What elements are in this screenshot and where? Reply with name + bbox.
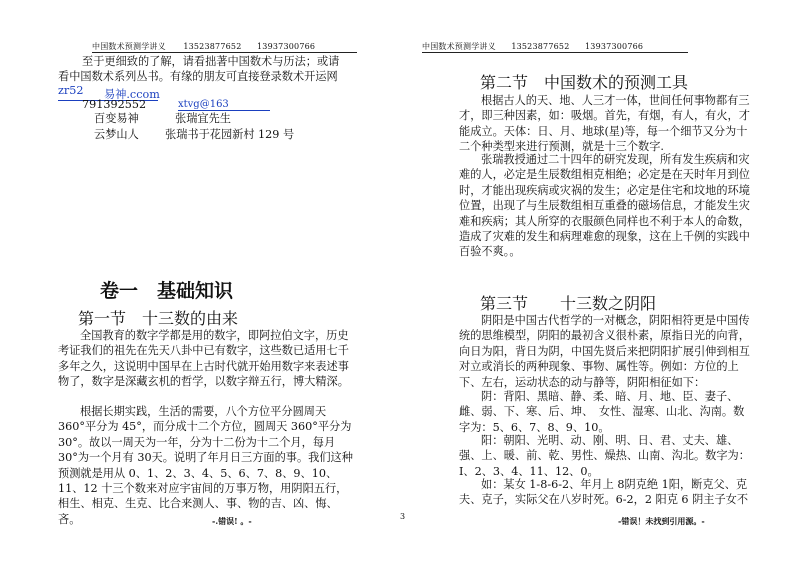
right-header-phone2: 13937300766 — [585, 42, 644, 51]
contact-1-name: 百变易神 — [94, 112, 139, 125]
qq-number: 791392552 — [82, 98, 147, 111]
section2-para2: 张瑞教授通过二十四年的研究发现，所有发生疾病和灾难的人，必定是生辰数组相克相绝；必定是在天时年月到位时，才能出现疾病或灾祸的发生；必定是住宅和坟地的环境位置，出现了与生辰数组相互重叠的磁场信息，才能发生灾难和疾病；其人所穿的衣服颜色同样也不利于本人的命数，造成了灾难的发生和病理难愈的现象，这在上千例的实践中百验不爽。。 — [459, 153, 750, 259]
intro-line-1: 至于更细致的了解，请看拙著中国数术与历法；或请 — [82, 55, 340, 68]
section3-para2: 阴：背阳、黑暗、静、柔、暗、月、地、臣、妻子、雌、弱、下、寒、后、坤、 女性、湿寒、山北、沟南。数字为：5、6、7、8、9、10。 — [459, 390, 745, 434]
left-footer: -.错误! 。- — [212, 516, 252, 526]
section2-para1: 根据古人的天、地、人三才一体，世间任何事物都有三才，即三种因素，如：吸烟。首先，有烟，有人，有火，才能成立。天体：日、月、地球(星)等，每一个细节又分为十二个种类型来进行预测，就是十三个数字. — [459, 94, 750, 154]
left-header — [92, 41, 315, 52]
section1-para2: 根据长期实践，生活的需要，八个方位平分圆周天 360°平分为 45°，而分成十二个方位，圆周天 360°平分为 30°。故以一周天为一年，分为十二份为十二个月，每月 30°为一个月有 30天。说明了年月日三方面的事。我们这种预测就是用从 0、1、2、3、4、5、6、7、8、9、10、11、12 十三个数来对应宇宙间的万事万物，用阴阳五行，相生、相克、生克、比合来测人、事、物的吉、凶、悔、吝。 — [58, 405, 353, 526]
contact-1-value: 张瑞宜先生 — [175, 112, 231, 125]
right-header-phone1: 13523877652 — [511, 42, 570, 51]
contact-2-name: 云梦山人 — [94, 128, 139, 141]
volume-title: 卷一 基础知识 — [100, 280, 234, 302]
contact-2-value: 张瑞书于花园新村 129 号 — [165, 128, 295, 141]
left-header-phone2: 13937300766 — [257, 42, 316, 51]
section3-title: 第三节 十三数之阴阳 — [480, 294, 657, 313]
section3-para4: 如：某女 1-8-6-2、年月上 8阴克绝 1阳，断克父、克夫、克子，实际父在八岁时死。6-2，2 阳克 6 阴主子女不 — [459, 478, 749, 507]
intro-line-2: 看中国数术系列丛书。有缘的朋友可直接登录数术开运网 — [58, 70, 338, 83]
page-number: 3 — [400, 512, 406, 521]
link-zr52[interactable]: zr52 — [58, 84, 84, 97]
left-header-rule — [92, 52, 357, 53]
right-header-title: 中国数术预测学讲义 — [422, 42, 496, 51]
section3-para3: 阳：朝阳、光明、动、刚、明、日、君、丈夫、雄、强、上、暖、前、乾、男性、燥热、山南、沟北。数字为：I、2、3、4、11、12、0。 — [459, 434, 750, 478]
section3-para1: 阴阳是中国古代哲学的一对概念，阴阳相符更是中国传统的思维模型，阴阳的最初含义很朴素，原指日光的向背，向日为阳，背日为阴，中国先贤后来把阴阳扩展引伸到相互对立或消长的两种现象、事物、属性等。例如：方位的上下、左右，运动状态的动与静等，阴阳相征如下： — [459, 314, 750, 389]
left-header-phone1: 13523877652 — [183, 42, 242, 51]
right-header — [422, 41, 643, 52]
section2-title: 第二节 中国数术的预测工具 — [480, 73, 689, 92]
section1-para1: 全国教育的数字学都是用的数字，即阿拉伯文字，历史考证我们的祖先在先天八卦中已有数字，这些数已适用七千多年之久，这说明中国早在上古时代就开始用数字来表述事物了，数字是深藏玄机的哲学，以数字辩五行，博大精深。 — [58, 329, 349, 389]
section1-title: 第一节 十三数的由来 — [78, 309, 239, 328]
right-header-rule — [422, 52, 688, 53]
right-footer: -错误！未找到引用源。- — [618, 516, 705, 526]
link-site[interactable]: 易神.ccom — [104, 88, 160, 101]
left-header-title: 中国数术预测学讲义 — [92, 42, 166, 51]
email-link[interactable]: xtvg@163 — [178, 99, 229, 110]
